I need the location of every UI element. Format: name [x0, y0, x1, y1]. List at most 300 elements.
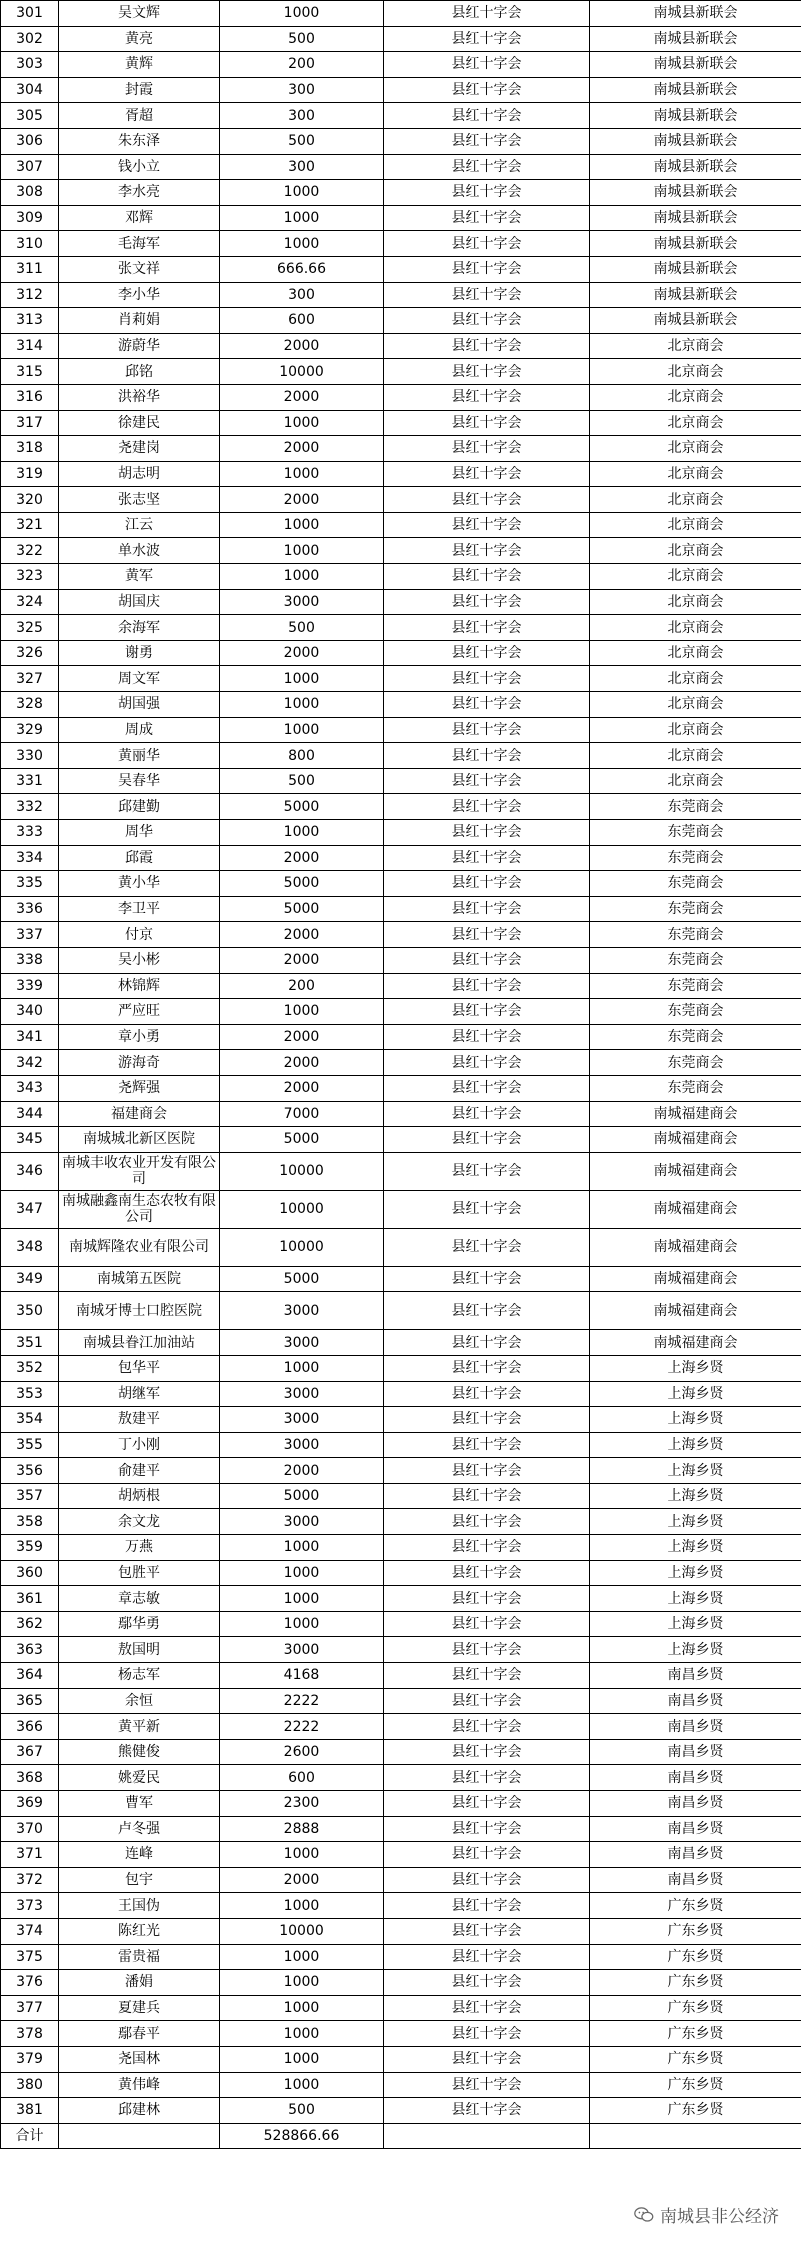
table-row [1, 52, 801, 78]
recipient-cell: 县红十字会 [384, 154, 590, 180]
organization-cell: 北京商会 [590, 538, 801, 564]
donor-name-cell: 邱霞 [59, 845, 220, 871]
donor-name-cell: 章小勇 [59, 1024, 220, 1050]
recipient-cell: 县红十字会 [384, 1663, 590, 1689]
donor-name-cell: 李小华 [59, 282, 220, 308]
watermark-text: 南城县非公经济 [660, 2207, 779, 2227]
table-row [1, 538, 801, 564]
donor-name-cell: 黄军 [59, 564, 220, 590]
table-row [1, 717, 801, 743]
donor-name-cell: 徐建民 [59, 410, 220, 436]
donor-name-cell: 熊健俊 [59, 1739, 220, 1765]
recipient-cell: 县红十字会 [384, 1944, 590, 1970]
row-number-cell: 332 [1, 794, 59, 820]
table-row [1, 589, 801, 615]
recipient-cell: 县红十字会 [384, 922, 590, 948]
donor-name-cell: 胡志明 [59, 461, 220, 487]
table-row [1, 1816, 801, 1842]
table-body [1, 1, 801, 2124]
table-row [1, 1535, 801, 1561]
table-row [1, 1381, 801, 1407]
row-number-cell: 357 [1, 1483, 59, 1509]
organization-cell: 上海乡贤 [590, 1483, 801, 1509]
donor-name-cell: 游海奇 [59, 1050, 220, 1076]
organization-cell: 南昌乡贤 [590, 1714, 801, 1740]
organization-cell: 上海乡贤 [590, 1432, 801, 1458]
amount-cell: 1000 [220, 180, 384, 206]
amount-cell: 1000 [220, 1995, 384, 2021]
organization-cell: 北京商会 [590, 436, 801, 462]
table-row [1, 436, 801, 462]
donor-name-cell: 钱小立 [59, 154, 220, 180]
recipient-cell: 县红十字会 [384, 666, 590, 692]
table-row [1, 128, 801, 154]
amount-cell: 10000 [220, 1918, 384, 1944]
amount-cell: 666.66 [220, 256, 384, 282]
donor-name-cell: 余文龙 [59, 1509, 220, 1535]
recipient-cell: 县红十字会 [384, 333, 590, 359]
donor-name-cell: 黄小华 [59, 871, 220, 897]
donor-name-cell: 黄亮 [59, 26, 220, 52]
table-row [1, 871, 801, 897]
row-number-cell: 360 [1, 1560, 59, 1586]
amount-cell: 3000 [220, 589, 384, 615]
donor-name-cell: 敖国明 [59, 1637, 220, 1663]
organization-cell: 南昌乡贤 [590, 1765, 801, 1791]
table-row [1, 103, 801, 129]
recipient-cell: 县红十字会 [384, 1266, 590, 1292]
table-row [1, 820, 801, 846]
row-number-cell: 338 [1, 947, 59, 973]
organization-cell: 南城福建商会 [590, 1330, 801, 1356]
donor-name-cell: 游蔚华 [59, 333, 220, 359]
row-number-cell: 352 [1, 1355, 59, 1381]
row-number-cell: 310 [1, 231, 59, 257]
row-number-cell: 308 [1, 180, 59, 206]
row-number-cell: 359 [1, 1535, 59, 1561]
row-number-cell: 335 [1, 871, 59, 897]
row-number-cell: 305 [1, 103, 59, 129]
table-row [1, 77, 801, 103]
table-row [1, 1330, 801, 1356]
recipient-cell: 县红十字会 [384, 615, 590, 641]
table-row [1, 461, 801, 487]
recipient-cell: 县红十字会 [384, 436, 590, 462]
organization-cell: 南城福建商会 [590, 1190, 801, 1228]
recipient-cell: 县红十字会 [384, 180, 590, 206]
table-row [1, 154, 801, 180]
donor-name-cell: 南城城北新区医院 [59, 1127, 220, 1153]
recipient-cell: 县红十字会 [384, 1152, 590, 1190]
amount-cell: 2222 [220, 1688, 384, 1714]
amount-cell: 1000 [220, 1586, 384, 1612]
organization-cell: 南城县新联会 [590, 256, 801, 282]
organization-cell: 北京商会 [590, 640, 801, 666]
donor-name-cell: 包胜平 [59, 1560, 220, 1586]
donor-name-cell: 邱建勤 [59, 794, 220, 820]
table-row [1, 999, 801, 1025]
table-row [1, 1483, 801, 1509]
table-row [1, 845, 801, 871]
table-row [1, 1867, 801, 1893]
row-number-cell: 318 [1, 436, 59, 462]
recipient-cell: 县红十字会 [384, 1, 590, 27]
amount-cell: 2000 [220, 333, 384, 359]
table-row [1, 1127, 801, 1153]
donor-name-cell: 章志敏 [59, 1586, 220, 1612]
row-number-cell: 376 [1, 1970, 59, 1996]
amount-cell: 1000 [220, 666, 384, 692]
organization-cell: 广东乡贤 [590, 1893, 801, 1919]
donor-name-cell: 毛海军 [59, 231, 220, 257]
table-row [1, 359, 801, 385]
recipient-cell: 县红十字会 [384, 1483, 590, 1509]
amount-cell: 1000 [220, 1355, 384, 1381]
recipient-cell: 县红十字会 [384, 896, 590, 922]
organization-cell: 东莞商会 [590, 896, 801, 922]
recipient-cell: 县红十字会 [384, 1688, 590, 1714]
organization-cell: 南昌乡贤 [590, 1739, 801, 1765]
table-row [1, 743, 801, 769]
table-row [1, 1190, 801, 1228]
donor-name-cell: 吴文辉 [59, 1, 220, 27]
row-number-cell: 367 [1, 1739, 59, 1765]
organization-cell: 南城县新联会 [590, 205, 801, 231]
table-row [1, 615, 801, 641]
donor-name-cell: 严应旺 [59, 999, 220, 1025]
organization-cell: 东莞商会 [590, 999, 801, 1025]
amount-cell: 2000 [220, 1458, 384, 1484]
amount-cell: 3000 [220, 1637, 384, 1663]
donor-name-cell: 李水亮 [59, 180, 220, 206]
donor-name-cell: 尧建岗 [59, 436, 220, 462]
donor-name-cell: 张志坚 [59, 487, 220, 513]
row-number-cell: 354 [1, 1407, 59, 1433]
row-number-cell: 321 [1, 512, 59, 538]
amount-cell: 1000 [220, 1970, 384, 1996]
amount-cell: 500 [220, 768, 384, 794]
donor-name-cell: 吴小彬 [59, 947, 220, 973]
donor-name-cell: 付京 [59, 922, 220, 948]
recipient-cell: 县红十字会 [384, 1586, 590, 1612]
organization-cell: 东莞商会 [590, 871, 801, 897]
organization-cell: 南城县新联会 [590, 282, 801, 308]
recipient-cell: 县红十字会 [384, 1330, 590, 1356]
row-number-cell: 327 [1, 666, 59, 692]
amount-cell: 500 [220, 26, 384, 52]
amount-cell: 2600 [220, 1739, 384, 1765]
donor-name-cell: 胥超 [59, 103, 220, 129]
recipient-cell: 县红十字会 [384, 1381, 590, 1407]
amount-cell: 10000 [220, 1190, 384, 1228]
row-number-cell: 342 [1, 1050, 59, 1076]
table-row [1, 1228, 801, 1266]
donor-name-cell: 曹军 [59, 1791, 220, 1817]
table-row [1, 2021, 801, 2047]
recipient-cell: 县红十字会 [384, 487, 590, 513]
organization-cell: 上海乡贤 [590, 1586, 801, 1612]
row-number-cell: 315 [1, 359, 59, 385]
amount-cell: 500 [220, 128, 384, 154]
recipient-cell: 县红十字会 [384, 128, 590, 154]
donor-name-cell: 封霞 [59, 77, 220, 103]
donor-name-cell: 张文祥 [59, 256, 220, 282]
table-row [1, 1407, 801, 1433]
table-row [1, 1101, 801, 1127]
organization-cell: 东莞商会 [590, 794, 801, 820]
recipient-cell: 县红十字会 [384, 2098, 590, 2124]
table-row [1, 1024, 801, 1050]
amount-cell: 500 [220, 2098, 384, 2124]
organization-cell: 南城福建商会 [590, 1292, 801, 1330]
recipient-cell: 县红十字会 [384, 1127, 590, 1153]
amount-cell: 1000 [220, 1842, 384, 1868]
table-row [1, 947, 801, 973]
table-row [1, 973, 801, 999]
amount-cell: 2888 [220, 1816, 384, 1842]
row-number-cell: 344 [1, 1101, 59, 1127]
table-row [1, 1970, 801, 1996]
row-number-cell: 362 [1, 1611, 59, 1637]
donor-name-cell: 鄢华勇 [59, 1611, 220, 1637]
donor-name-cell: 丁小刚 [59, 1432, 220, 1458]
amount-cell: 2000 [220, 1867, 384, 1893]
row-number-cell: 343 [1, 1075, 59, 1101]
organization-cell: 北京商会 [590, 589, 801, 615]
donor-name-cell: 王国伪 [59, 1893, 220, 1919]
donor-name-cell: 杨志军 [59, 1663, 220, 1689]
row-number-cell: 339 [1, 973, 59, 999]
row-number-cell: 324 [1, 589, 59, 615]
table-row [1, 1432, 801, 1458]
organization-cell: 北京商会 [590, 768, 801, 794]
table-row [1, 1458, 801, 1484]
donor-name-cell: 卢冬强 [59, 1816, 220, 1842]
recipient-cell: 县红十字会 [384, 1816, 590, 1842]
row-number-cell: 346 [1, 1152, 59, 1190]
recipient-cell: 县红十字会 [384, 1458, 590, 1484]
recipient-cell: 县红十字会 [384, 231, 590, 257]
recipient-cell: 县红十字会 [384, 717, 590, 743]
row-number-cell: 366 [1, 1714, 59, 1740]
row-number-cell: 381 [1, 2098, 59, 2124]
recipient-cell: 县红十字会 [384, 1739, 590, 1765]
organization-cell: 北京商会 [590, 692, 801, 718]
organization-cell: 东莞商会 [590, 973, 801, 999]
recipient-cell: 县红十字会 [384, 794, 590, 820]
recipient-cell: 县红十字会 [384, 1560, 590, 1586]
row-number-cell: 320 [1, 487, 59, 513]
donor-name-cell: 包华平 [59, 1355, 220, 1381]
donor-name-cell: 敖建平 [59, 1407, 220, 1433]
recipient-cell: 县红十字会 [384, 845, 590, 871]
recipient-cell: 县红十字会 [384, 308, 590, 334]
amount-cell: 1000 [220, 2046, 384, 2072]
row-number-cell: 348 [1, 1228, 59, 1266]
amount-cell: 2222 [220, 1714, 384, 1740]
organization-cell: 北京商会 [590, 512, 801, 538]
row-number-cell: 350 [1, 1292, 59, 1330]
row-number-cell: 356 [1, 1458, 59, 1484]
amount-cell: 800 [220, 743, 384, 769]
donor-name-cell: 周华 [59, 820, 220, 846]
row-number-cell: 336 [1, 896, 59, 922]
amount-cell: 2000 [220, 1024, 384, 1050]
recipient-cell: 县红十字会 [384, 205, 590, 231]
recipient-cell: 县红十字会 [384, 2072, 590, 2098]
row-number-cell: 325 [1, 615, 59, 641]
amount-cell: 1000 [220, 410, 384, 436]
organization-cell: 广东乡贤 [590, 2098, 801, 2124]
amount-cell: 1000 [220, 231, 384, 257]
recipient-cell: 县红十字会 [384, 1970, 590, 1996]
recipient-cell: 县红十字会 [384, 359, 590, 385]
donor-name-cell: 万燕 [59, 1535, 220, 1561]
organization-cell: 南城县新联会 [590, 180, 801, 206]
donor-name-cell: 雷贵福 [59, 1944, 220, 1970]
organization-cell: 东莞商会 [590, 1050, 801, 1076]
row-number-cell: 303 [1, 52, 59, 78]
row-number-cell: 374 [1, 1918, 59, 1944]
donor-name-cell: 陈红光 [59, 1918, 220, 1944]
donor-name-cell: 南城县眷江加油站 [59, 1330, 220, 1356]
donor-name-cell: 谢勇 [59, 640, 220, 666]
row-number-cell: 373 [1, 1893, 59, 1919]
row-number-cell: 317 [1, 410, 59, 436]
amount-cell: 5000 [220, 1483, 384, 1509]
row-number-cell: 369 [1, 1791, 59, 1817]
recipient-cell: 县红十字会 [384, 1611, 590, 1637]
donor-name-cell: 黄丽华 [59, 743, 220, 769]
row-number-cell: 380 [1, 2072, 59, 2098]
table-row [1, 1075, 801, 1101]
row-number-cell: 379 [1, 2046, 59, 2072]
donor-name-cell: 夏建兵 [59, 1995, 220, 2021]
recipient-cell: 县红十字会 [384, 384, 590, 410]
amount-cell: 5000 [220, 1127, 384, 1153]
recipient-cell: 县红十字会 [384, 692, 590, 718]
row-number-cell: 333 [1, 820, 59, 846]
recipient-cell: 县红十字会 [384, 1791, 590, 1817]
row-number-cell: 355 [1, 1432, 59, 1458]
amount-cell: 5000 [220, 794, 384, 820]
organization-cell: 东莞商会 [590, 1075, 801, 1101]
table-row [1, 231, 801, 257]
row-number-cell: 361 [1, 1586, 59, 1612]
amount-cell: 2000 [220, 1075, 384, 1101]
row-number-cell: 364 [1, 1663, 59, 1689]
row-number-cell: 351 [1, 1330, 59, 1356]
organization-cell: 北京商会 [590, 487, 801, 513]
row-number-cell: 337 [1, 922, 59, 948]
row-number-cell: 319 [1, 461, 59, 487]
row-number-cell: 345 [1, 1127, 59, 1153]
amount-cell: 1000 [220, 1535, 384, 1561]
row-number-cell: 329 [1, 717, 59, 743]
table-row [1, 1586, 801, 1612]
row-number-cell: 372 [1, 1867, 59, 1893]
amount-cell: 600 [220, 1765, 384, 1791]
donor-name-cell: 南城辉隆农业有限公司 [59, 1228, 220, 1266]
amount-cell: 1000 [220, 692, 384, 718]
organization-cell: 北京商会 [590, 359, 801, 385]
amount-cell: 2000 [220, 922, 384, 948]
amount-cell: 2000 [220, 947, 384, 973]
donor-name-cell: 胡继军 [59, 1381, 220, 1407]
organization-cell: 南城福建商会 [590, 1101, 801, 1127]
organization-cell: 南昌乡贤 [590, 1867, 801, 1893]
table-row [1, 1842, 801, 1868]
table-row [1, 1355, 801, 1381]
organization-cell: 南昌乡贤 [590, 1842, 801, 1868]
amount-cell: 1000 [220, 1, 384, 27]
recipient-cell: 县红十字会 [384, 1918, 590, 1944]
organization-cell: 北京商会 [590, 615, 801, 641]
recipient-cell: 县红十字会 [384, 564, 590, 590]
table-row [1, 1050, 801, 1076]
recipient-cell: 县红十字会 [384, 538, 590, 564]
recipient-cell: 县红十字会 [384, 103, 590, 129]
table-row [1, 26, 801, 52]
donor-name-cell: 南城第五医院 [59, 1266, 220, 1292]
total-amount: 528866.66 [220, 2123, 384, 2149]
amount-cell: 1000 [220, 2021, 384, 2047]
recipient-cell: 县红十字会 [384, 1050, 590, 1076]
organization-cell: 南城县新联会 [590, 103, 801, 129]
donor-name-cell: 周成 [59, 717, 220, 743]
organization-cell: 东莞商会 [590, 820, 801, 846]
amount-cell: 2000 [220, 845, 384, 871]
table-row [1, 1995, 801, 2021]
organization-cell: 南昌乡贤 [590, 1663, 801, 1689]
recipient-cell: 县红十字会 [384, 1075, 590, 1101]
amount-cell: 1000 [220, 538, 384, 564]
recipient-cell: 县红十字会 [384, 1893, 590, 1919]
donor-name-cell: 黄平新 [59, 1714, 220, 1740]
organization-cell: 上海乡贤 [590, 1637, 801, 1663]
amount-cell: 3000 [220, 1509, 384, 1535]
donor-name-cell: 南城融鑫南生态农牧有限公司 [59, 1190, 220, 1228]
organization-cell: 南昌乡贤 [590, 1688, 801, 1714]
total-empty [384, 2123, 590, 2149]
organization-cell: 南城县新联会 [590, 128, 801, 154]
organization-cell: 南昌乡贤 [590, 1791, 801, 1817]
table-row [1, 487, 801, 513]
amount-cell: 600 [220, 308, 384, 334]
donor-name-cell: 包宇 [59, 1867, 220, 1893]
recipient-cell: 县红十字会 [384, 1355, 590, 1381]
donor-name-cell: 福建商会 [59, 1101, 220, 1127]
amount-cell: 3000 [220, 1407, 384, 1433]
donor-name-cell: 胡国庆 [59, 589, 220, 615]
donor-name-cell: 胡炳根 [59, 1483, 220, 1509]
organization-cell: 广东乡贤 [590, 2021, 801, 2047]
row-number-cell: 309 [1, 205, 59, 231]
recipient-cell: 县红十字会 [384, 1024, 590, 1050]
recipient-cell: 县红十字会 [384, 512, 590, 538]
amount-cell: 1000 [220, 2072, 384, 2098]
donor-name-cell: 洪裕华 [59, 384, 220, 410]
recipient-cell: 县红十字会 [384, 1842, 590, 1868]
donor-name-cell: 吴春华 [59, 768, 220, 794]
organization-cell: 广东乡贤 [590, 1944, 801, 1970]
amount-cell: 1000 [220, 512, 384, 538]
amount-cell: 1000 [220, 564, 384, 590]
total-label: 合计 [1, 2123, 59, 2149]
table-row [1, 333, 801, 359]
table-row [1, 768, 801, 794]
row-number-cell: 322 [1, 538, 59, 564]
